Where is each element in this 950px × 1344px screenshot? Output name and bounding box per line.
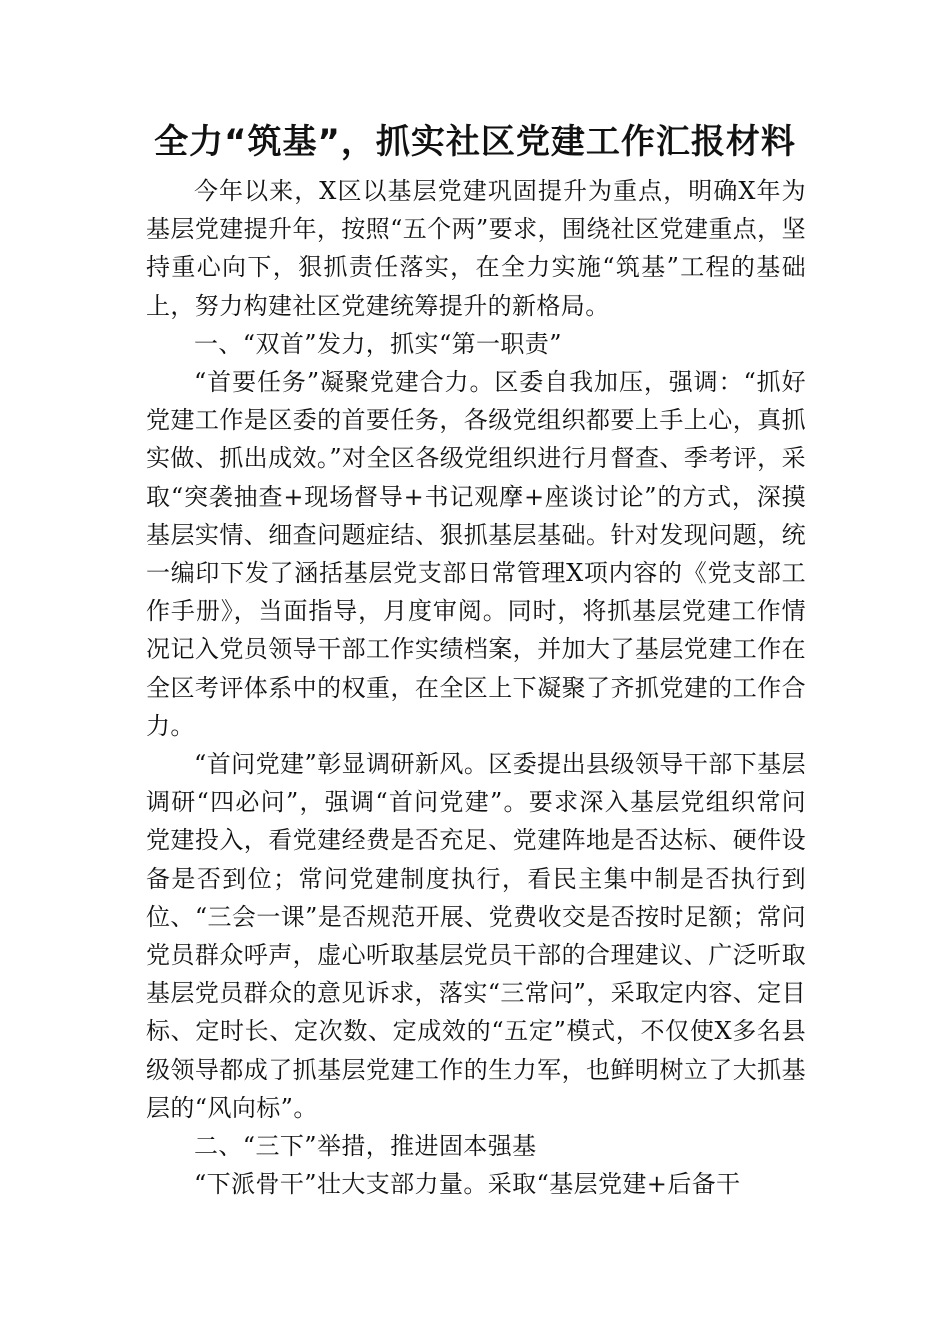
section-heading-2: 二、“三下”举措，推进固本强基 [194, 1132, 537, 1161]
body-paragraph-1: “首要任务”凝聚党建合力。区委自我加压，强调：“抓好党建工作是区委的首要任务，各级党组织都要上手上心，真抓实做、抓出成效。”对全区各级党组织进行月督查、季考评，采取“突袭抽查+现场督导+书记观摩+座谈讨论”的方式，深摸基层实情、细查问题症结、狠抓基层基础。针对发现问题，统一编印下发了涵括基层党支部日常管理X项内容的《党支部工作手册》，当面指导，月度审阅。同时，将抓基层党建工作情况记入党员领导干部工作实绩档案，并加大了基层党建工作在全区考评体系中的权重，在全区上下凝聚了齐抓党建的工作合力。 [146, 368, 806, 740]
body-paragraph-3: “下派骨干”壮大支部力量。采取“基层党建+后备干 [194, 1170, 741, 1199]
body-paragraph-2: “首问党建”彰显调研新风。区委提出县级领导干部下基层调研“四必问”，强调“首问党建”。要求深入基层党组织常问党建投入，看党建经费是否充足、党建阵地是否达标、硬件设备是否到位；常问党建制度执行，看民主集中制是否执行到位、“三会一课”是否规范开展、党费收交是否按时足额；常问党员群众呼声，虚心听取基层党员干部的合理建议、广泛听取基层党员群众的意见诉求，落实“三常问”，采取定内容、定目标、定时长、定次数、定成效的“五定”模式，不仅使X多名县级领导都成了抓基层党建工作的生力军，也鲜明树立了大抓基层的“风向标”。 [146, 750, 806, 1122]
document-title: 全力“筑基”，抓实社区党建工作汇报材料 [154, 122, 796, 162]
intro-paragraph: 今年以来，X区以基层党建巩固提升为重点，明确X年为基层党建提升年，按照“五个两”要求，围绕社区党建重点，坚持重心向下，狠抓责任落实，在全力实施“筑基”工程的基础上，努力构建社区党建统筹提升的新格局。 [146, 177, 806, 320]
section-heading-1: 一、“双首”发力，抓实“第一职责” [194, 329, 562, 358]
document-body [146, 172, 806, 1203]
